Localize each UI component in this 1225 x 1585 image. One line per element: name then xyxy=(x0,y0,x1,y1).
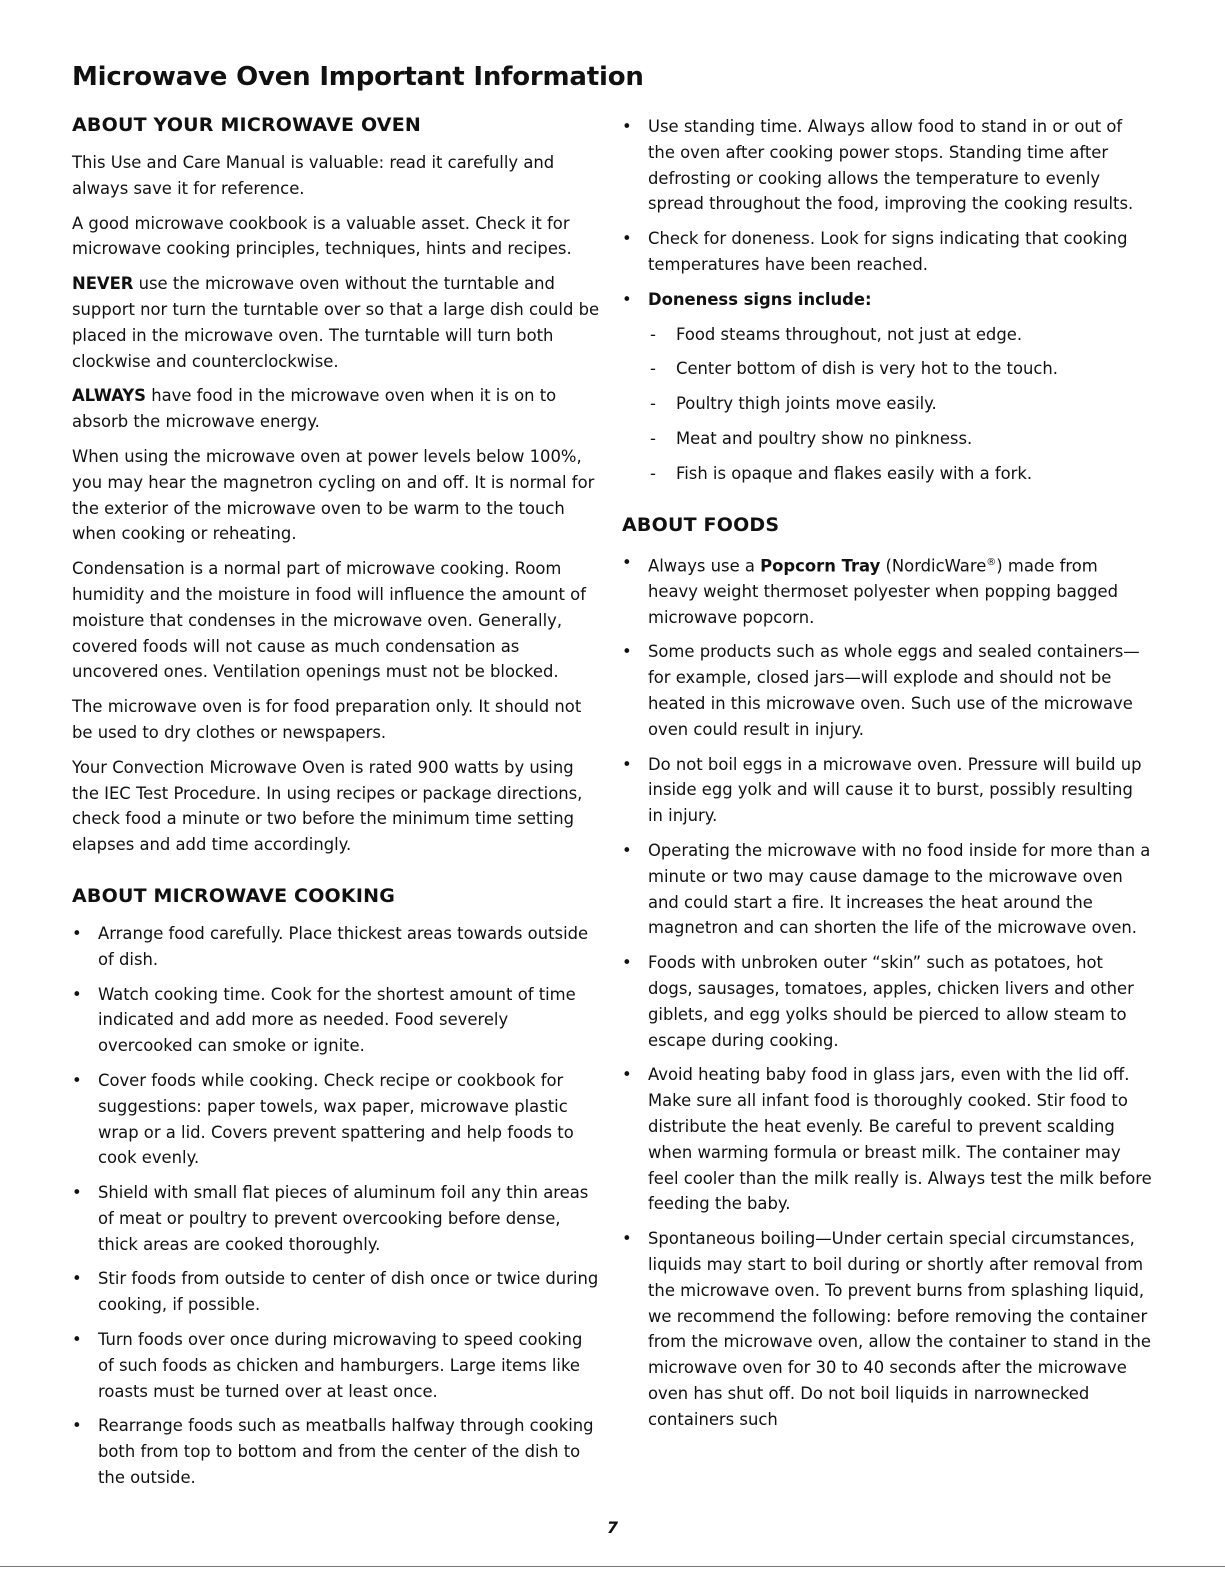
always-emphasis: ALWAYS xyxy=(72,386,146,406)
bullet: • xyxy=(72,1330,82,1350)
bottom-rule xyxy=(0,1566,1225,1567)
paragraph: A good microwave cookbook is a valuable asset. Check it for microwave cooking principles, techniques, hints and recipes. xyxy=(72,213,572,259)
bullet: • xyxy=(72,1183,82,1203)
about-oven-heading: ABOUT YOUR MICROWAVE OVEN xyxy=(72,114,421,136)
doneness-sign-item: - Meat and poultry show no pinkness. xyxy=(622,426,1152,452)
list-item: • Shield with small flat pieces of aluminum foil any thin areas of meat or poultry to prevent overcooking before dense, thick areas are cooked thoroughly. xyxy=(72,1180,600,1257)
list-item: • Arrange food carefully. Place thickest areas towards outside of dish. xyxy=(72,921,600,973)
doneness-heading: Doneness signs include: xyxy=(648,289,872,309)
cooking-tips-list xyxy=(72,921,600,1491)
bullet: • xyxy=(72,1070,82,1090)
about-foods-heading: ABOUT FOODS xyxy=(622,513,780,536)
bullet: • xyxy=(622,117,632,136)
about-cooking-heading: ABOUT MICROWAVE COOKING xyxy=(72,884,395,907)
bullet: • xyxy=(72,923,82,943)
list-item-popcorn: • Always use a Popcorn Tray (NordicWare®) made from heavy weight thermoset polyester when popping bagged microwave popcorn. xyxy=(622,550,1152,631)
foods-list xyxy=(622,550,1152,1433)
list-item: • Some products such as whole eggs and sealed containers—for example, closed jars—will explode and should not be heated in this microwave oven. Such use of the microwave oven could result in injury. xyxy=(622,639,1152,742)
registered-mark: ® xyxy=(986,556,997,568)
bullet: • xyxy=(72,1416,82,1436)
doneness-sign-item: - Center bottom of dish is very hot to the touch. xyxy=(622,356,1152,382)
bullet: • xyxy=(622,229,632,249)
bullet: • xyxy=(622,953,632,973)
list-item: • Operating the microwave with no food inside for more than a minute or two may cause damage to the microwave oven and could start a fire. It increases the heat around the magnetron and can shorten the life of the microwave oven. xyxy=(622,838,1152,941)
bullet: • xyxy=(622,1065,632,1085)
paragraph-text: use the microwave oven without the turntable and support nor turn the turntable over so that a large dish could be placed in the microwave oven. The turntable will turn both clockwise and counterclockwise. xyxy=(72,274,600,371)
paragraph-always xyxy=(72,383,600,435)
bullet: • xyxy=(622,841,632,860)
doneness-sign-item: - Poultry thigh joints move easily. xyxy=(622,391,1152,417)
doneness-sign-item: - Fish is opaque and flakes easily with a fork. xyxy=(622,461,1152,487)
list-item: • Do not boil eggs in a microwave oven. Pressure will build up inside egg yolk and will cause it to burst, possibly resulting in injury. xyxy=(622,752,1152,829)
doneness-heading-item xyxy=(622,287,1152,313)
list-item: • Stir foods from outside to center of dish once or twice during cooking, if possible. xyxy=(72,1266,600,1318)
paragraph: Condensation is a normal part of microwave cooking. Room humidity and the moisture in food will influence the amount of moisture that condenses in the microwave oven. Generally, covered foods will not cause as much condensation as uncovered ones. Ventilation openings must not be blocked. xyxy=(72,559,586,682)
list-item: • Rearrange foods such as meatballs halfway through cooking both from top to bottom and from the center of the dish to the outside. xyxy=(72,1413,600,1490)
paragraph: This Use and Care Manual is valuable: read it carefully and always save it for reference. xyxy=(72,153,555,198)
list-item: • Avoid heating baby food in glass jars, even with the lid off. Make sure all infant food is thoroughly cooked. Stir food to distribute the heat evenly. Be careful to prevent scalding when warming formula or breast milk. The container may feel cooler than the milk really is. Always test the milk before feeding the baby. xyxy=(622,1062,1152,1217)
never-emphasis: NEVER xyxy=(72,274,134,294)
list-item: • Cover foods while cooking. Check recipe or cookbook for suggestions: paper towels, wax paper, microwave plastic wrap or a lid. Covers prevent spattering and help foods to cook evenly. xyxy=(72,1068,600,1171)
bullet: • xyxy=(622,642,632,662)
list-item: • Foods with unbroken outer “skin” such as potatoes, hot dogs, sausages, tomatoes, apples, chicken livers and other giblets, and egg yolks should be pierced to allow steam to escape during cooking. xyxy=(622,950,1152,1053)
paragraph-text: have food in the microwave oven when it is on to absorb the microwave energy. xyxy=(72,386,557,432)
bullet: • xyxy=(72,984,82,1004)
dash: - xyxy=(650,428,656,448)
bullet: • xyxy=(622,754,632,774)
page-title: Microwave Oven Important Information xyxy=(72,62,644,92)
list-item: • Check for doneness. Look for signs indicating that cooking temperatures have been reached. xyxy=(622,226,1152,278)
bullet: • xyxy=(622,1229,632,1249)
dash: - xyxy=(650,463,656,483)
paragraph-never xyxy=(72,271,600,374)
page-number: 7 xyxy=(606,1518,619,1537)
dash: - xyxy=(650,324,656,344)
left-column xyxy=(72,114,600,1500)
dash: - xyxy=(650,394,656,414)
bullet: • xyxy=(72,1269,82,1289)
paragraph: Your Convection Microwave Oven is rated 900 watts by using the IEC Test Procedure. In using recipes or package directions, check food a minute or two before the minimum time setting elapses and add time accordingly. xyxy=(72,757,583,855)
list-item: • Use standing time. Always allow food to stand in or out of the oven after cooking power stops. Standing time after defrosting or cooking allows the temperature to evenly spread throughout the food, improving the cooking results. xyxy=(622,114,1152,217)
bullet: • xyxy=(622,289,632,309)
cooking-tips-continued-list xyxy=(622,114,1152,487)
right-column xyxy=(622,114,1152,1442)
list-item: • Watch cooking time. Cook for the shortest amount of time indicated and add more as needed. Food severely overcooked can smoke or ignite. xyxy=(72,982,600,1059)
bullet: • xyxy=(622,552,632,572)
popcorn-tray-emphasis: Popcorn Tray xyxy=(760,556,881,576)
paragraph: The microwave oven is for food preparation only. It should not be used to dry clothes or newspapers. xyxy=(72,697,582,742)
dash: - xyxy=(650,359,656,379)
list-item: • Spontaneous boiling—Under certain special circumstances, liquids may start to boil during or shortly after removal from the microwave oven. To prevent burns from splashing liquid, we recommend the following: before removing the container from the microwave oven, allow the container to stand in the microwave oven for 30 to 40 seconds after the microwave oven has shut off. Do not boil liquids in narrownecked containers such xyxy=(622,1226,1152,1432)
list-item: • Turn foods over once during microwaving to speed cooking of such foods as chicken and hamburgers. Large items like roasts must be turned over at least once. xyxy=(72,1327,600,1404)
paragraph: When using the microwave oven at power levels below 100%, you may hear the magnetron cycling on and off. It is normal for the exterior of the microwave oven to be warm to the touch when cooking or reheating. xyxy=(72,446,595,544)
doneness-sign-item: - Food steams throughout, not just at edge. xyxy=(622,322,1152,348)
